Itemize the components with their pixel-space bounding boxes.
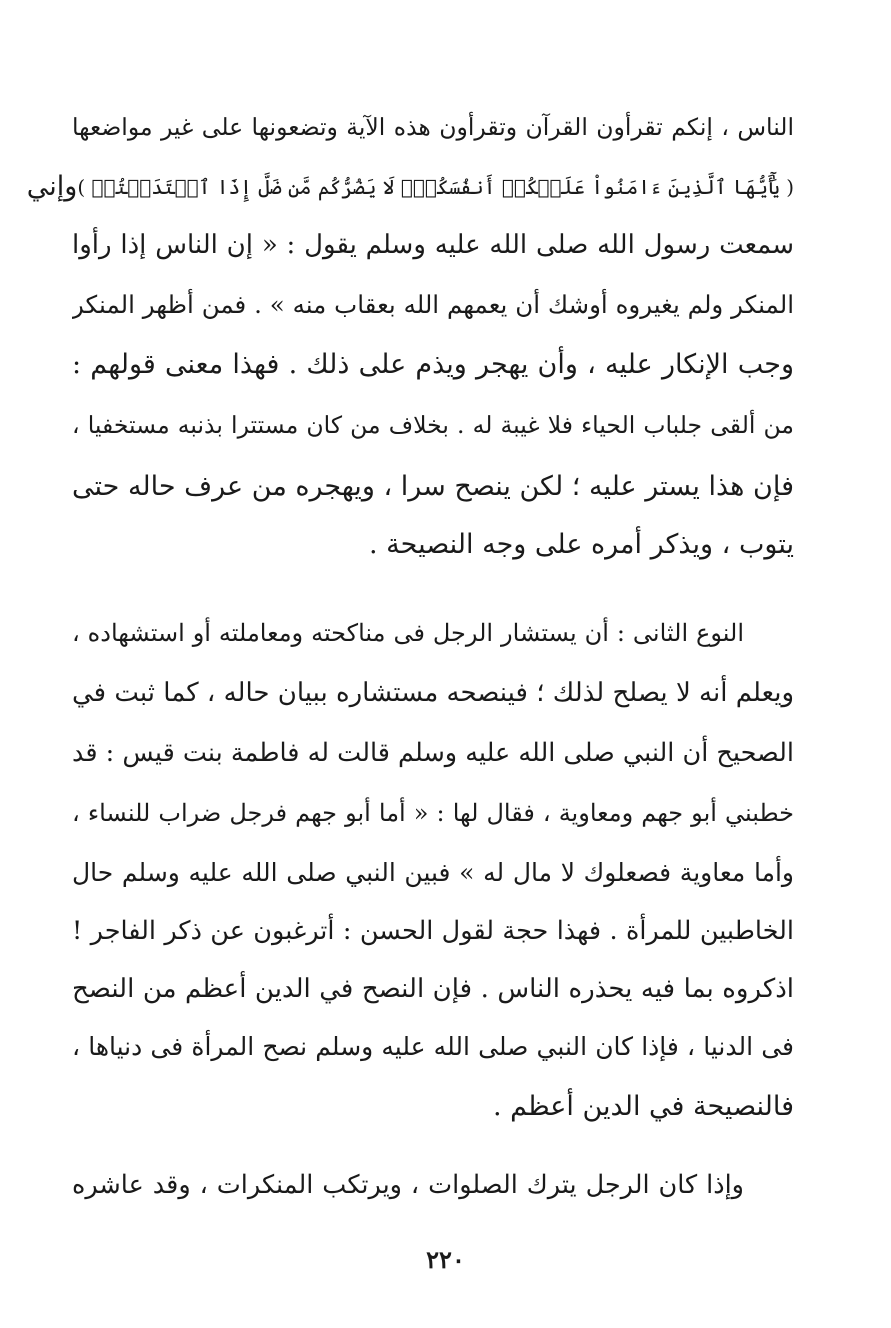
text-line: وجب الإنكار عليه ، وأن يهجر ويذم على ذلك . فهذا معنى قولهم : xyxy=(72,349,794,380)
text-line: اذكروه بما فيه يحذره الناس . فإن النصح في الدين أعظم من النصح xyxy=(72,974,794,1004)
text-line: من ألقى جلباب الحياء فلا غيبة له . بخلاف من كان مستترا بذنبه مستخفيا ، xyxy=(72,411,794,439)
page-number: ٢٢٠ xyxy=(426,1245,465,1274)
text-line: وأما معاوية فصعلوك لا مال له » فبين النبي صلى الله عليه وسلم حال xyxy=(72,858,794,887)
verse-continuation: وإني xyxy=(26,171,78,202)
quran-verse-line xyxy=(26,158,794,216)
text-line: فإن هذا يستر عليه ؛ لكن ينصح سرا ، ويهجره من عرف حاله حتى xyxy=(72,471,794,502)
quran-verse: ( يَٰٓأَيُّهَا ٱلَّذِينَ ءَامَنُواْ عَلَيۡكُمۡ أَنفُسَكُمۡۖ لَا يَضُرُّكُم مَّن ضَلَّ إِذَا ٱهۡتَدَيۡتُمۡ ) xyxy=(77,175,794,199)
text-line: الخاطبين للمرأة . فهذا حجة لقول الحسن : أترغبون عن ذكر الفاجر ! xyxy=(72,916,794,946)
text-line: النوع الثانى : أن يستشار الرجل فى مناكحته ومعاملته أو استشهاده ، xyxy=(72,619,744,647)
text-line: يتوب ، ويذكر أمره على وجه النصيحة . xyxy=(369,529,794,560)
text-line: الناس ، إنكم تقرأون القرآن وتقرأون هذه الآية وتضعونها على غير مواضعها xyxy=(72,113,794,141)
text-line: ويعلم أنه لا يصلح لذلك ؛ فينصحه مستشاره ببيان حاله ، كما ثبت في xyxy=(72,678,794,708)
text-line: المنكر ولم يغيروه أوشك أن يعمهم الله بعقاب منه » . فمن أظهر المنكر xyxy=(72,290,794,319)
text-line: فالنصيحة في الدين أعظم . xyxy=(493,1091,794,1122)
text-line: الصحيح أن النبي صلى الله عليه وسلم قالت له فاطمة بنت قيس : قد xyxy=(72,738,794,768)
text-line: سمعت رسول الله صلى الله عليه وسلم يقول : « إن الناس إذا رأوا xyxy=(72,230,794,260)
text-line: فى الدنيا ، فإذا كان النبي صلى الله عليه وسلم نصح المرأة فى دنياها ، xyxy=(72,1032,794,1061)
text-line: وإذا كان الرجل يترك الصلوات ، ويرتكب المنكرات ، وقد عاشره xyxy=(72,1170,744,1200)
text-line: خطبني أبو جهم ومعاوية ، فقال لها : « أما أبو جهم فرجل ضراب للنساء ، xyxy=(72,799,794,827)
